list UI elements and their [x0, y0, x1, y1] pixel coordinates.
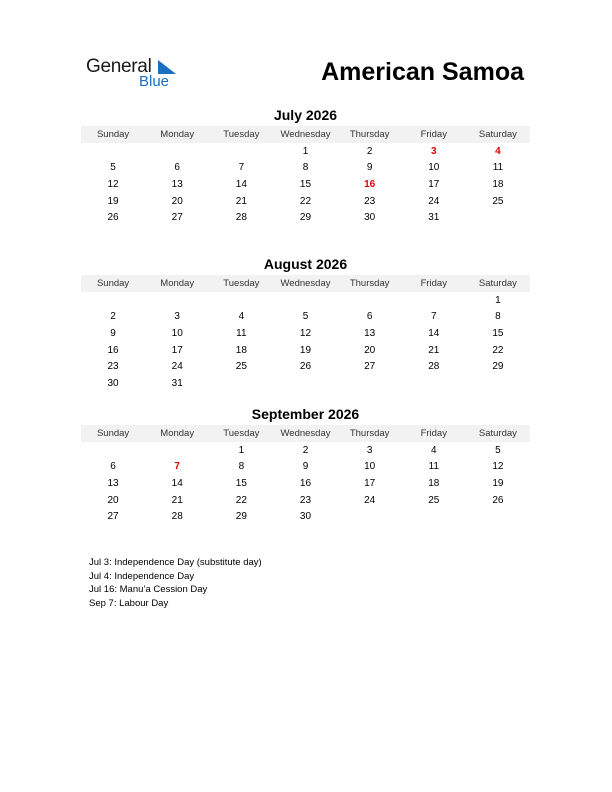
- weekday-header: Friday: [420, 129, 447, 140]
- weekday-header: Monday: [160, 129, 195, 140]
- day-cell: 13: [107, 477, 119, 489]
- day-cell: 26: [492, 494, 504, 506]
- day-cell: 19: [492, 477, 504, 489]
- day-cell: 16: [107, 344, 119, 356]
- day-cell: 9: [110, 327, 116, 339]
- day-cell: 25: [235, 361, 247, 373]
- month-title: August 2026: [263, 256, 348, 272]
- weekday-header: Thursday: [349, 278, 390, 289]
- weekday-header: Thursday: [349, 129, 390, 140]
- logo-triangle-icon: [158, 60, 176, 74]
- weekday-header: Sunday: [96, 428, 130, 439]
- day-cell: 2: [110, 311, 116, 323]
- month-august: [81, 255, 530, 392]
- week-row: [81, 292, 530, 309]
- holiday-day-cell: 4: [495, 145, 501, 157]
- day-cell: 17: [428, 178, 440, 190]
- day-cell: 17: [364, 477, 376, 489]
- day-cell: 21: [171, 494, 183, 506]
- day-cell: 18: [428, 477, 440, 489]
- week-row: [81, 193, 530, 210]
- weekday-header: Tuesday: [223, 129, 260, 140]
- day-cell: 23: [299, 494, 312, 506]
- month-title: July 2026: [273, 107, 338, 123]
- day-cell: 23: [364, 195, 376, 207]
- day-cell: 26: [107, 212, 119, 224]
- day-cell: 22: [299, 195, 312, 207]
- country-title: American Samoa: [321, 58, 524, 86]
- weekday-header: Wednesday: [280, 428, 331, 439]
- day-cell: 20: [364, 344, 376, 356]
- logo-blue-text: Blue: [139, 73, 170, 90]
- day-cell: 7: [430, 311, 437, 323]
- weekday-header: Saturday: [478, 428, 517, 439]
- day-cell: 17: [171, 344, 183, 356]
- day-cell: 28: [235, 212, 247, 224]
- day-cell: 10: [171, 327, 183, 339]
- day-cell: 3: [366, 444, 373, 456]
- day-cell: 11: [492, 162, 504, 174]
- day-cell: 6: [366, 311, 373, 323]
- day-cell: 11: [236, 327, 247, 339]
- day-cell: 10: [364, 461, 376, 473]
- weekday-header: Friday: [420, 278, 447, 289]
- holiday-note: Jul 16: Manu’a Cession Day: [89, 584, 208, 596]
- weekday-header: Friday: [420, 428, 447, 439]
- day-cell: 10: [428, 162, 440, 174]
- week-row: [81, 209, 530, 226]
- week-row: [81, 309, 530, 326]
- day-cell: 7: [238, 162, 245, 174]
- day-cell: 13: [364, 327, 376, 339]
- day-cell: 22: [235, 494, 247, 506]
- day-cell: 2: [366, 145, 373, 157]
- weekday-header: Saturday: [478, 278, 517, 289]
- day-cell: 29: [235, 511, 247, 523]
- day-cell: 15: [299, 178, 312, 190]
- day-cell: 8: [302, 162, 309, 174]
- week-row: [81, 160, 530, 177]
- week-row: [81, 442, 530, 459]
- holiday-note: Sep 7: Labour Day: [89, 597, 169, 609]
- holiday-note: Jul 4: Independence Day: [89, 570, 195, 582]
- month-september: [81, 405, 530, 525]
- weekday-header: Wednesday: [280, 129, 331, 140]
- week-row: [81, 358, 530, 375]
- day-cell: 27: [107, 511, 119, 523]
- day-cell: 2: [302, 444, 309, 456]
- week-row: [81, 459, 530, 476]
- day-cell: 9: [302, 461, 309, 473]
- day-cell: 30: [299, 511, 312, 523]
- weekday-header-row: [81, 275, 530, 292]
- day-cell: 30: [364, 212, 376, 224]
- day-cell: 5: [110, 162, 116, 174]
- day-cell: 13: [171, 178, 183, 190]
- week-row: [81, 143, 530, 160]
- day-cell: 6: [110, 461, 116, 473]
- day-cell: 29: [299, 212, 312, 224]
- weekday-header: Tuesday: [223, 278, 260, 289]
- day-cell: 12: [492, 461, 504, 473]
- day-cell: 14: [235, 178, 247, 190]
- day-cell: 15: [235, 477, 247, 489]
- day-cell: 1: [238, 444, 245, 456]
- day-cell: 24: [428, 195, 440, 207]
- day-cell: 23: [107, 361, 119, 373]
- day-cell: 18: [235, 344, 247, 356]
- day-cell: 1: [302, 145, 309, 157]
- day-cell: 12: [107, 178, 119, 190]
- day-cell: 24: [171, 361, 183, 373]
- month-title: September 2026: [251, 406, 360, 422]
- day-cell: 4: [430, 444, 437, 456]
- weekday-header: Sunday: [96, 129, 130, 140]
- day-cell: 5: [302, 311, 309, 323]
- week-row: [81, 325, 530, 342]
- day-cell: 22: [492, 344, 504, 356]
- day-cell: 25: [492, 195, 504, 207]
- day-cell: 18: [492, 178, 504, 190]
- holiday-notes: [89, 556, 262, 610]
- weekday-header-row: [81, 425, 530, 442]
- holiday-note: Jul 3: Independence Day (substitute day): [89, 557, 262, 568]
- week-row: [81, 508, 530, 525]
- weekday-header: Sunday: [96, 278, 130, 289]
- weekday-header: Wednesday: [280, 278, 331, 289]
- holiday-day-cell: 7: [174, 461, 180, 473]
- weekday-header: Monday: [160, 428, 195, 439]
- weekday-header-row: [81, 126, 530, 143]
- day-cell: 8: [238, 461, 245, 473]
- weekday-header: Monday: [160, 278, 195, 289]
- month-july: [81, 106, 530, 226]
- day-cell: 14: [171, 477, 183, 489]
- day-cell: 19: [299, 344, 312, 356]
- day-cell: 31: [171, 377, 183, 389]
- weekday-header: Saturday: [478, 129, 517, 140]
- day-cell: 28: [428, 361, 440, 373]
- week-row: [81, 342, 530, 359]
- week-row: [81, 176, 530, 193]
- day-cell: 9: [366, 162, 373, 174]
- day-cell: 27: [171, 212, 183, 224]
- day-cell: 19: [107, 195, 119, 207]
- day-cell: 21: [235, 195, 247, 207]
- day-cell: 15: [492, 327, 504, 339]
- holiday-day-cell: 16: [364, 178, 376, 190]
- logo-general-text: General: [86, 56, 152, 77]
- day-cell: 24: [364, 494, 376, 506]
- day-cell: 25: [428, 494, 440, 506]
- day-cell: 6: [174, 162, 180, 174]
- day-cell: 26: [299, 361, 312, 373]
- weekday-header: Tuesday: [223, 428, 260, 439]
- holiday-day-cell: 3: [430, 145, 437, 157]
- day-cell: 31: [428, 212, 440, 224]
- week-row: [81, 475, 530, 492]
- day-cell: 14: [428, 327, 440, 339]
- day-cell: 5: [495, 444, 501, 456]
- day-cell: 29: [492, 361, 504, 373]
- day-cell: 21: [428, 344, 440, 356]
- day-cell: 20: [107, 494, 119, 506]
- week-row: [81, 375, 530, 392]
- day-cell: 4: [238, 311, 245, 323]
- day-cell: 27: [364, 361, 376, 373]
- day-cell: 16: [299, 477, 312, 489]
- day-cell: 28: [171, 511, 183, 523]
- week-row: [81, 492, 530, 509]
- day-cell: 12: [299, 327, 312, 339]
- day-cell: 1: [495, 294, 501, 306]
- weekday-header: Thursday: [349, 428, 390, 439]
- day-cell: 11: [428, 461, 439, 473]
- day-cell: 20: [171, 195, 183, 207]
- day-cell: 30: [107, 377, 119, 389]
- logo: [86, 56, 186, 92]
- day-cell: 8: [495, 311, 501, 323]
- day-cell: 3: [174, 311, 180, 323]
